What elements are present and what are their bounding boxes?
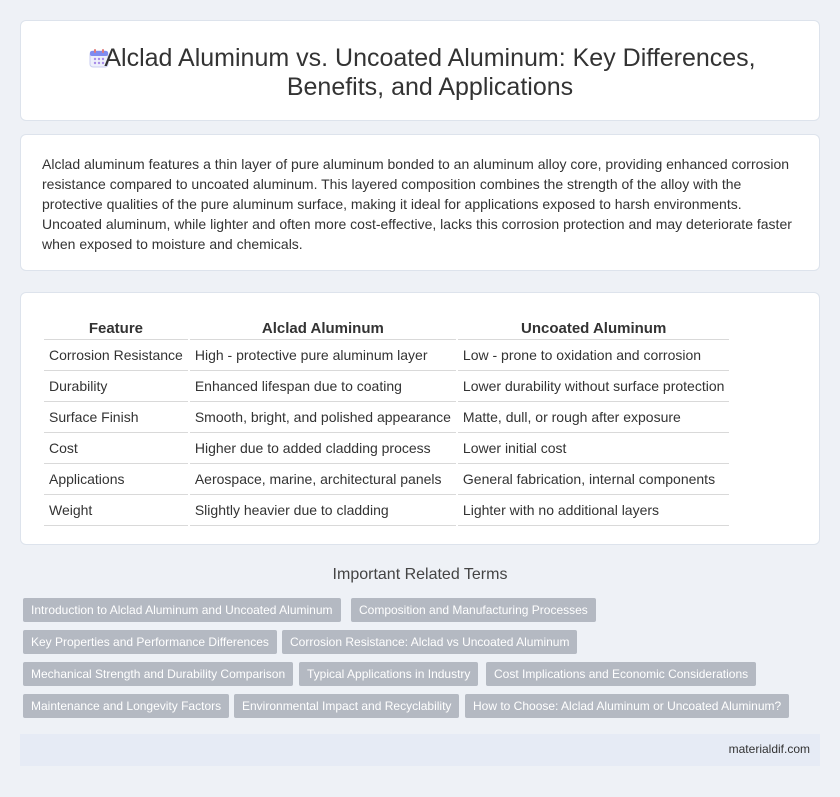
- table-cell: Durability: [44, 371, 188, 402]
- table-cell: General fabrication, internal components: [458, 464, 729, 495]
- table-cell: Surface Finish: [44, 402, 188, 433]
- table-cell: Low - prone to oxidation and corrosion: [458, 340, 729, 371]
- related-term-link[interactable]: Typical Applications in Industry: [299, 662, 478, 686]
- comparison-card: [20, 292, 820, 545]
- table-cell: Smooth, bright, and polished appearance: [190, 402, 456, 433]
- table-cell: Matte, dull, or rough after exposure: [458, 402, 729, 433]
- title-card: [20, 20, 820, 121]
- related-term-link[interactable]: Introduction to Alclad Aluminum and Uncoated Aluminum: [23, 598, 341, 622]
- comparison-table: [42, 315, 731, 526]
- table-cell: Higher due to added cladding process: [190, 433, 456, 464]
- table-cell: Lower initial cost: [458, 433, 729, 464]
- table-cell: Aerospace, marine, architectural panels: [190, 464, 456, 495]
- table-row: [44, 340, 729, 371]
- table-cell: Enhanced lifespan due to coating: [190, 371, 456, 402]
- table-row: [44, 464, 729, 495]
- related-term-link[interactable]: Mechanical Strength and Durability Comparison: [23, 662, 293, 686]
- table-cell: Corrosion Resistance: [44, 340, 188, 371]
- related-term-link[interactable]: Environmental Impact and Recyclability: [234, 694, 459, 718]
- intro-paragraph: Alclad aluminum features a thin layer of pure aluminum bonded to an aluminum alloy core, providing enhanced corrosion resistance compared to uncoated aluminum. This layered composition combines the strength of the alloy with the protective qualities of the pure aluminum surface, making it ideal for applications exposed to harsh environments. Uncoated aluminum, while lighter and often more cost-effective, lacks this corrosion protection and may deteriorate faster when exposed to moisture and chemicals.: [42, 156, 792, 252]
- related-term-link[interactable]: Key Properties and Performance Differences: [23, 630, 277, 654]
- intro-card: [20, 134, 820, 271]
- site-name[interactable]: materialdif.com: [728, 742, 810, 756]
- related-terms-title: Important Related Terms: [332, 566, 508, 583]
- table-cell: Applications: [44, 464, 188, 495]
- table-cell: Slightly heavier due to cladding: [190, 495, 456, 526]
- related-term-link[interactable]: Composition and Manufacturing Processes: [351, 598, 596, 622]
- header-alclad: Alclad Aluminum: [190, 315, 456, 340]
- table-row: [44, 433, 729, 464]
- page-title: Alclad Aluminum vs. Uncoated Aluminum: Key Differences, Benefits, and Applications: [104, 44, 756, 101]
- table-row: [44, 371, 729, 402]
- table-header-row: [44, 315, 729, 340]
- footer: [20, 734, 820, 766]
- table-row: [44, 495, 729, 526]
- related-term-link[interactable]: Cost Implications and Economic Considerations: [486, 662, 756, 686]
- table-row: [44, 402, 729, 433]
- header-uncoated: Uncoated Aluminum: [458, 315, 729, 340]
- table-cell: High - protective pure aluminum layer: [190, 340, 456, 371]
- related-term-link[interactable]: Maintenance and Longevity Factors: [23, 694, 229, 718]
- related-term-link[interactable]: How to Choose: Alclad Aluminum or Uncoated Aluminum?: [465, 694, 789, 718]
- table-cell: Cost: [44, 433, 188, 464]
- header-feature: Feature: [44, 315, 188, 340]
- related-term-link[interactable]: Corrosion Resistance: Alclad vs Uncoated Aluminum: [282, 630, 577, 654]
- table-cell: Lower durability without surface protection: [458, 371, 729, 402]
- table-cell: Weight: [44, 495, 188, 526]
- table-cell: Lighter with no additional layers: [458, 495, 729, 526]
